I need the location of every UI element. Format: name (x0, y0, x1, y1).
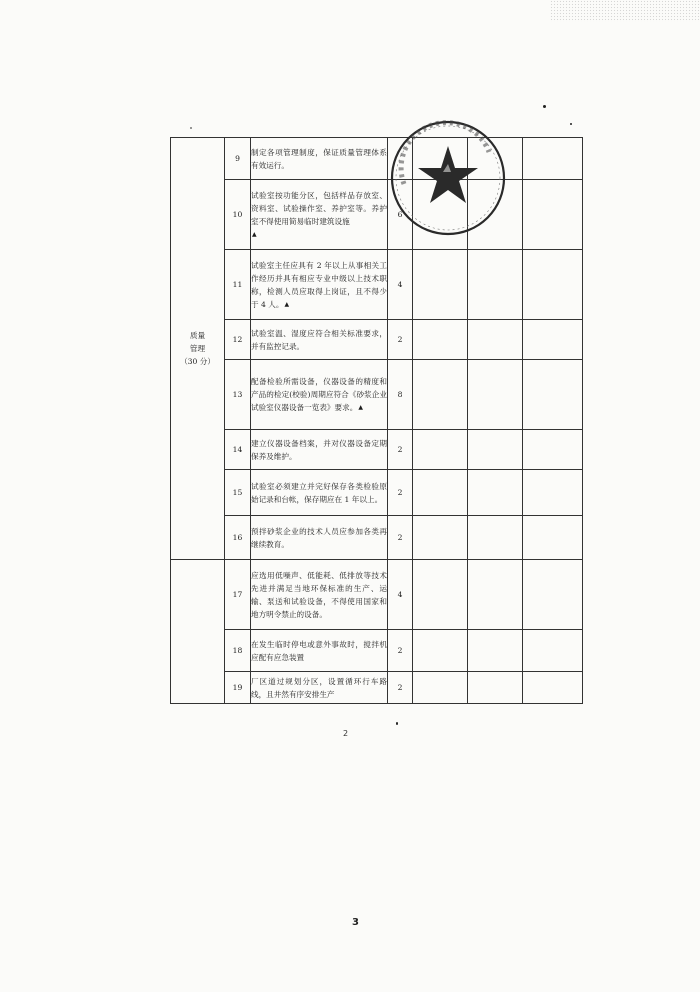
row-number: 9 (225, 138, 251, 180)
scan-dot (190, 127, 192, 129)
score-cell: 2 (388, 672, 413, 704)
row-number: 10 (225, 180, 251, 250)
blank-cell (413, 430, 468, 470)
blank-cell (523, 672, 583, 704)
blank-cell (523, 138, 583, 180)
blank-cell (523, 180, 583, 250)
score-cell: 2 (388, 516, 413, 560)
blank-cell (468, 138, 523, 180)
requirement-text: 试验室按功能分区，包括样品存放室、资料室、试验操作室、养护室等。养护室不得使用简易临时建筑设施 (251, 190, 387, 226)
inner-page-number: 2 (343, 729, 349, 738)
table-row (171, 630, 583, 672)
blank-cell (413, 560, 468, 630)
assessment-table (170, 137, 583, 704)
blank-cell (413, 360, 468, 430)
blank-cell (523, 320, 583, 360)
blank-cell (468, 672, 523, 704)
blank-cell (468, 470, 523, 516)
scan-dot (543, 105, 546, 108)
page-number: 3 (352, 917, 359, 928)
requirement-text: 配备检验所需设备，仪器设备的精度和产品的检定(校验)周期应符合《砂浆企业试验室仪器设备一览表》要求。 (251, 377, 387, 412)
requirement-text: 在发生临时停电或意外事故时，搅拌机应配有应急装置 (251, 630, 388, 672)
score-cell: 8 (388, 360, 413, 430)
table-row (171, 138, 583, 180)
blank-cell (523, 470, 583, 516)
table-row (171, 180, 583, 250)
blank-cell (413, 672, 468, 704)
row-number: 16 (225, 516, 251, 560)
scan-dot (570, 123, 572, 125)
score-cell (388, 138, 413, 180)
category-points: （30 分） (180, 357, 215, 366)
table-row (171, 250, 583, 320)
blank-cell (468, 250, 523, 320)
row-number: 17 (225, 560, 251, 630)
requirement-text: 建立仪器设备档案，并对仪器设备定期保养及维护。 (251, 430, 388, 470)
category-cell (171, 138, 225, 560)
blank-cell (523, 250, 583, 320)
blank-cell (523, 516, 583, 560)
score-cell: 2 (388, 470, 413, 516)
triangle-mark: ▲ (252, 230, 257, 238)
requirement-text: 试验室主任应具有 2 年以上从事相关工作经历并具有相应专业中级以上技术职称，检测人员应取得上岗证，且不得少于 4 人。 (251, 260, 387, 309)
requirement-text: 预拌砂浆企业的技术人员应参加各类再继续教育。 (251, 516, 388, 560)
blank-cell (468, 516, 523, 560)
blank-cell (523, 430, 583, 470)
row-number: 15 (225, 470, 251, 516)
blank-cell (468, 430, 523, 470)
table-row (171, 470, 583, 516)
blank-cell (413, 180, 468, 250)
row-number: 12 (225, 320, 251, 360)
requirement-cell (251, 360, 388, 430)
table-row (171, 560, 583, 630)
blank-cell (468, 560, 523, 630)
score-cell: 4 (388, 560, 413, 630)
row-number: 19 (225, 672, 251, 704)
blank-cell (523, 630, 583, 672)
row-number: 18 (225, 630, 251, 672)
row-number: 11 (225, 250, 251, 320)
row-number: 14 (225, 430, 251, 470)
blank-cell (523, 560, 583, 630)
score-cell: 2 (388, 630, 413, 672)
blank-cell (523, 360, 583, 430)
blank-cell (413, 470, 468, 516)
score-cell: 2 (388, 320, 413, 360)
table-row (171, 320, 583, 360)
category-label-line1: 质量 (189, 331, 206, 340)
requirement-text: 厂区道过规划分区，设置循环行车路线，且井然有序安排生产 (251, 672, 388, 704)
blank-cell (413, 138, 468, 180)
score-cell: 2 (388, 430, 413, 470)
blank-cell (413, 516, 468, 560)
table-row (171, 360, 583, 430)
scan-noise (550, 0, 700, 22)
blank-cell (468, 630, 523, 672)
table-row (171, 430, 583, 470)
category-label-line2: 管理 (189, 344, 206, 353)
table-row (171, 516, 583, 560)
blank-cell (413, 250, 468, 320)
blank-cell (468, 320, 523, 360)
row-number: 13 (225, 360, 251, 430)
blank-cell (413, 320, 468, 360)
requirement-text: 制定各项管理制度，保证质量管理体系有效运行。 (251, 138, 388, 180)
requirement-text: 试验室温、湿度应符合相关标准要求，并有监控记录。 (251, 320, 388, 360)
triangle-mark: ▲ (284, 300, 290, 308)
table-row (171, 672, 583, 704)
scan-dot (396, 722, 398, 725)
score-cell: 6 (388, 180, 413, 250)
requirement-text: 试验室必须建立并完好保存各类检验原始记录和台帐，保存期应在 1 年以上。 (251, 470, 388, 516)
requirement-cell (251, 180, 388, 250)
category-cell-empty (171, 560, 225, 704)
blank-cell (468, 180, 523, 250)
requirement-text: 应选用低噪声、低能耗、低排放等技术先进并满足当地环保标准的生产、运输、泵送和试验设备，不得使用国家和地方明令禁止的设备。 (251, 560, 388, 630)
triangle-mark: ▲ (358, 404, 363, 411)
blank-cell (468, 360, 523, 430)
requirement-cell (251, 250, 388, 320)
score-cell: 4 (388, 250, 413, 320)
blank-cell (413, 630, 468, 672)
